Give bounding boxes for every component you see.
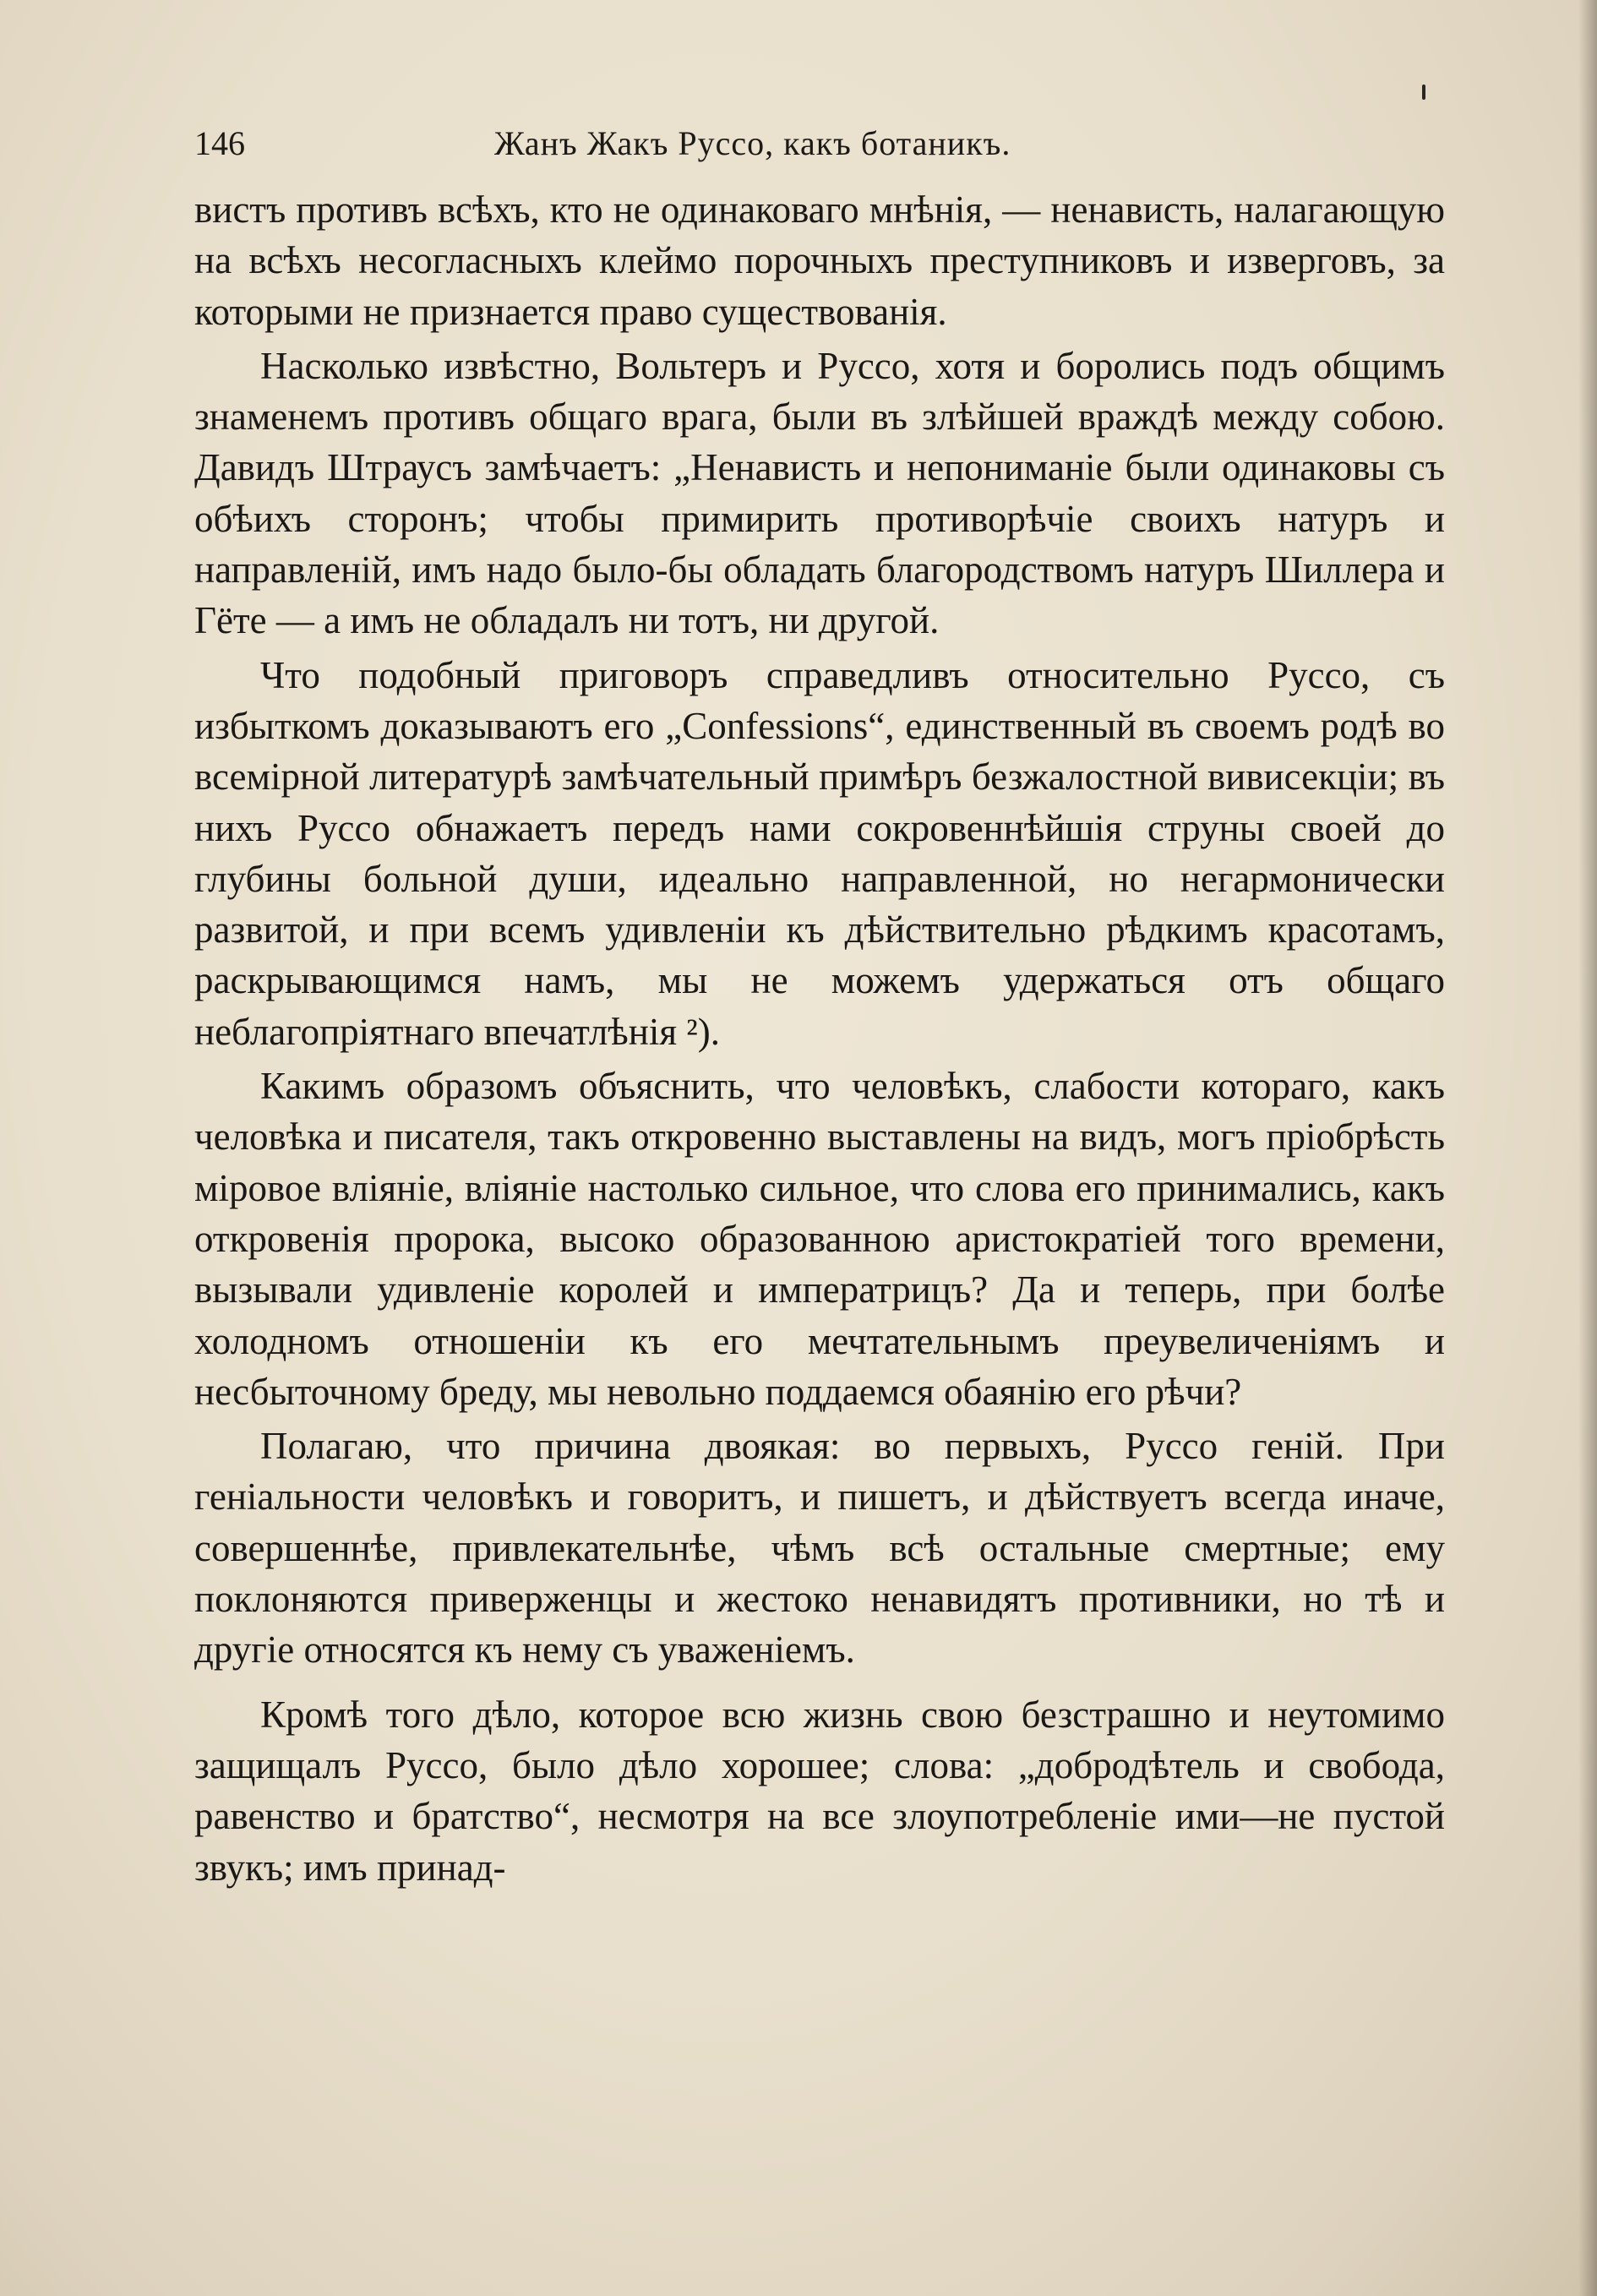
- paragraph: Какимъ образомъ объяснить, что человѣкъ, слабости котораго, какъ человѣка и писателя, такъ откровенно выставлены на видъ, могъ пріобрѣсть міровое вліяніе, вліяніе настолько сильное, что слова его принимались, какъ откровенія пророка, высоко образованною аристократіей того времени, вызывали удивленіе королей и императрицъ? Да и теперь, при болѣе холодномъ отношеніи къ его мечтательнымъ преувеличеніямъ и несбыточному бреду, мы невольно поддаемся обаянію его рѣчи?: [194, 1065, 1445, 1413]
- paragraph: Полагаю, что причина двоякая: во первыхъ, Руссо геній. При геніальности человѣкъ и говоритъ, и пишетъ, и дѣйствуетъ всегда иначе, совершеннѣе, привлекательнѣе, чѣмъ всѣ остальные смертные; ему поклоняются приверженцы и жестоко ненавидятъ противники, но тѣ и другіе относятся къ нему съ уваженіемъ.: [194, 1425, 1445, 1672]
- paragraph-continuation: вистъ противъ всѣхъ, кто не одинаковаго мнѣнія, — ненависть, налагающую на всѣхъ несогласныхъ клеймо порочныхъ преступниковъ и изверговъ, за которыми не признается право существованія.: [194, 188, 1445, 333]
- paragraph: Кромѣ того дѣло, которое всю жизнь свою безстрашно и неутомимо защищалъ Руссо, было дѣло хорошее; слова: „добродѣтель и свобода, равенство и братство“, несмотря на все злоупотребленіе ими—не пустой звукъ; имъ принад-: [194, 1693, 1445, 1889]
- running-header: [194, 118, 1445, 169]
- running-title: Жанъ Жакъ Руссо, какъ ботаникъ.: [494, 124, 1011, 162]
- ink-mark: [1422, 85, 1425, 100]
- page-number: 146: [194, 124, 245, 162]
- page-spine-shadow: [1578, 0, 1597, 2296]
- paragraph: Насколько извѣстно, Вольтеръ и Руссо, хотя и боролись подъ общимъ знаменемъ противъ общаго врага, были въ злѣйшей враждѣ между собою. Давидъ Штраусъ замѣчаетъ: „Ненависть и непониманіе были одинаковы съ обѣихъ сторонъ; чтобы примирить противорѣчіе своихъ натуръ и направленій, имъ надо было-бы обладать благородствомъ натуръ Шиллера и Гёте — а имъ не обладалъ ни тотъ, ни другой.: [194, 344, 1445, 642]
- paragraph: Что подобный приговоръ справедливъ относительно Руссо, съ избыткомъ доказываютъ его „Confessions“, единственный въ своемъ родѣ во всемірной литературѣ замѣчательный примѣръ безжалостной вивисекціи; въ нихъ Руссо обнажаетъ передъ нами сокровеннѣйшія струны своей до глубины больной души, идеально направленной, но негармонически развитой, и при всемъ удивленіи къ дѣйствительно рѣдкимъ красотамъ, раскрывающимся намъ, мы не можемъ удержаться отъ общаго неблагопріятнаго впечатлѣнія ²).: [194, 653, 1445, 1053]
- text-body: [194, 184, 1445, 1893]
